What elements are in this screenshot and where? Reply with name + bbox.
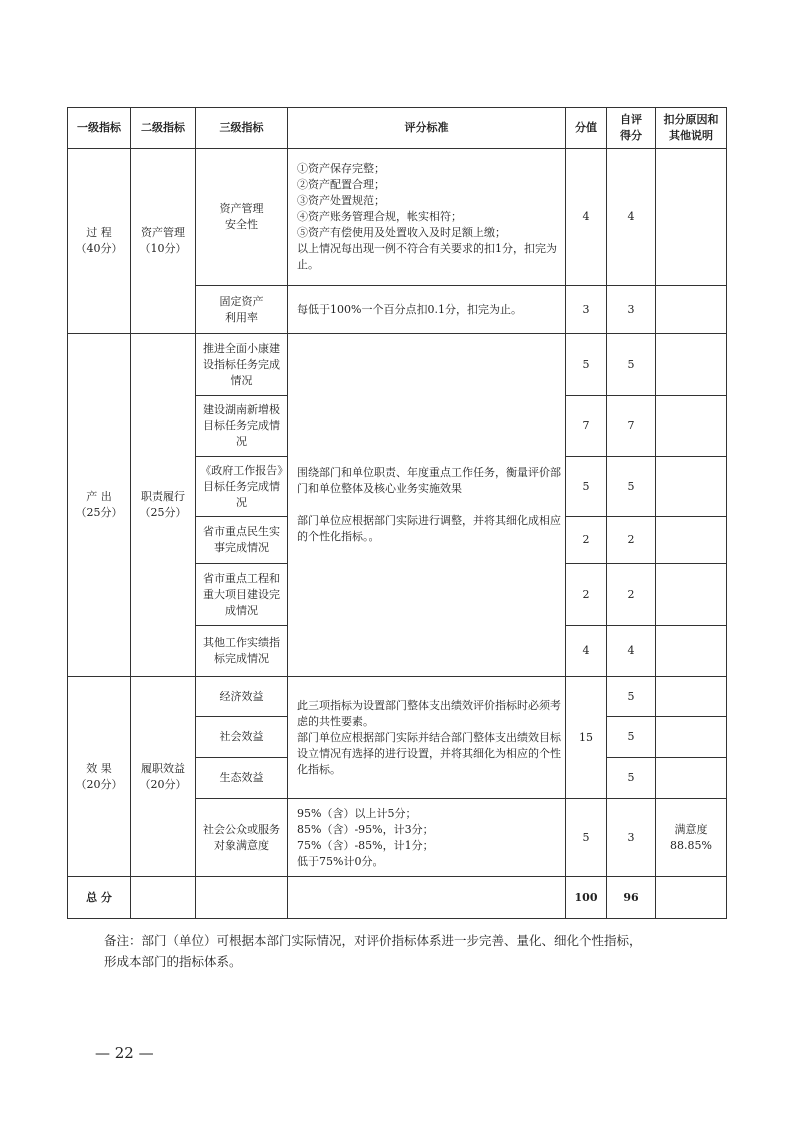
table-row [68,677,727,717]
standard-cell: 此三项指标为设置部门整体支出绩效评价指标时必须考虑的共性要素。 部门单位应根据部门实际并结合部门整体支出绩效目标设立情况有选择的进行设置，并将其细化为相应的个性化指标。 [288,677,566,799]
self-score-cell: 7 [607,396,656,457]
level3-cell: 《政府工作报告》目标任务完成情况 [196,457,288,517]
page-number: — 22 — [95,1044,154,1062]
level3-cell: 省市重点民生实事完成情况 [196,517,288,564]
self-score-cell: 3 [607,286,656,334]
total-row [68,877,727,919]
header-cell: 扣分原因和 其他说明 [656,108,727,149]
level1-cell: 过 程 （40分） [68,149,131,334]
self-score-cell: 5 [607,717,656,758]
self-score-cell: 5 [607,334,656,396]
note-cell: 满意度 88.85% [656,799,727,877]
header-cell: 二级指标 [131,108,196,149]
level3-cell: 固定资产 利用率 [196,286,288,334]
note-cell [656,626,727,677]
note-cell [656,334,727,396]
self-score-cell: 2 [607,564,656,626]
level1-cell: 产 出 （25分） [68,334,131,677]
self-score-cell: 5 [607,457,656,517]
standard-cell: 95%（含）以上计5分； 85%（含）-95%，计3分； 75%（含）-85%，计1分； 低于75%计0分。 [288,799,566,877]
level3-cell: 其他工作实绩指标完成情况 [196,626,288,677]
score-cell: 5 [566,799,607,877]
note-cell [656,564,727,626]
self-score-cell: 5 [607,677,656,717]
level3-cell: 生态效益 [196,758,288,799]
note-cell [656,149,727,286]
score-cell: 5 [566,334,607,396]
self-score-cell: 2 [607,517,656,564]
note-cell [656,286,727,334]
score-cell: 4 [566,149,607,286]
header-cell: 自评 得分 [607,108,656,149]
standard-cell: ①资产保存完整； ②资产配置合理； ③资产处置规范； ④资产账务管理合规，帐实相符； ⑤资产有偿使用及处置收入及时足额上缴； 以上情况每出现一例不符合有关要求的扣1分，扣完为止。 [288,149,566,286]
empty-cell [131,877,196,919]
level3-cell: 社会公众或服务对象满意度 [196,799,288,877]
empty-cell [196,877,288,919]
total-score: 100 [566,877,607,919]
header-cell: 评分标准 [288,108,566,149]
score-cell: 3 [566,286,607,334]
level3-cell: 推进全面小康建设指标任务完成情况 [196,334,288,396]
empty-cell [288,877,566,919]
self-score-cell: 3 [607,799,656,877]
standard-cell: 围绕部门和单位职责、年度重点工作任务，衡量评价部门和单位整体及核心业务实施效果 部门单位应根据部门实际进行调整，并将其细化成相应的个性化指标。。 [288,334,566,677]
score-cell: 7 [566,396,607,457]
table-row [68,149,727,286]
score-cell: 4 [566,626,607,677]
score-cell: 5 [566,457,607,517]
footnote: 备注：部门（单位）可根据本部门实际情况，对评价指标体系进一步完善、量化、细化个性指标， 形成本部门的指标体系。 [104,933,642,969]
standard-cell: 每低于100%一个百分点扣0.1分，扣完为止。 [288,286,566,334]
score-cell: 15 [566,677,607,799]
level3-cell: 省市重点工程和重大项目建设完成情况 [196,564,288,626]
total-label: 总 分 [68,877,131,919]
note-cell [656,396,727,457]
empty-cell [656,877,727,919]
score-cell: 2 [566,517,607,564]
self-score-cell: 4 [607,626,656,677]
note-cell [656,457,727,517]
note-cell [656,677,727,717]
header-cell: 三级指标 [196,108,288,149]
table-row [68,334,727,396]
score-cell: 2 [566,564,607,626]
self-score-cell: 5 [607,758,656,799]
level2-cell: 履职效益 （20分） [131,677,196,877]
level2-cell: 职责履行 （25分） [131,334,196,677]
level1-cell: 效 果 （20分） [68,677,131,877]
level3-cell: 建设湖南新增极目标任务完成情况 [196,396,288,457]
header-cell: 分值 [566,108,607,149]
self-score-cell: 4 [607,149,656,286]
level3-cell: 资产管理 安全性 [196,149,288,286]
header-row [68,108,727,149]
note-cell [656,758,727,799]
level2-cell: 资产管理 （10分） [131,149,196,334]
total-self-score: 96 [607,877,656,919]
level3-cell: 经济效益 [196,677,288,717]
note-cell [656,517,727,564]
level3-cell: 社会效益 [196,717,288,758]
note-cell [656,717,727,758]
header-cell: 一级指标 [68,108,131,149]
evaluation-table [67,107,727,919]
